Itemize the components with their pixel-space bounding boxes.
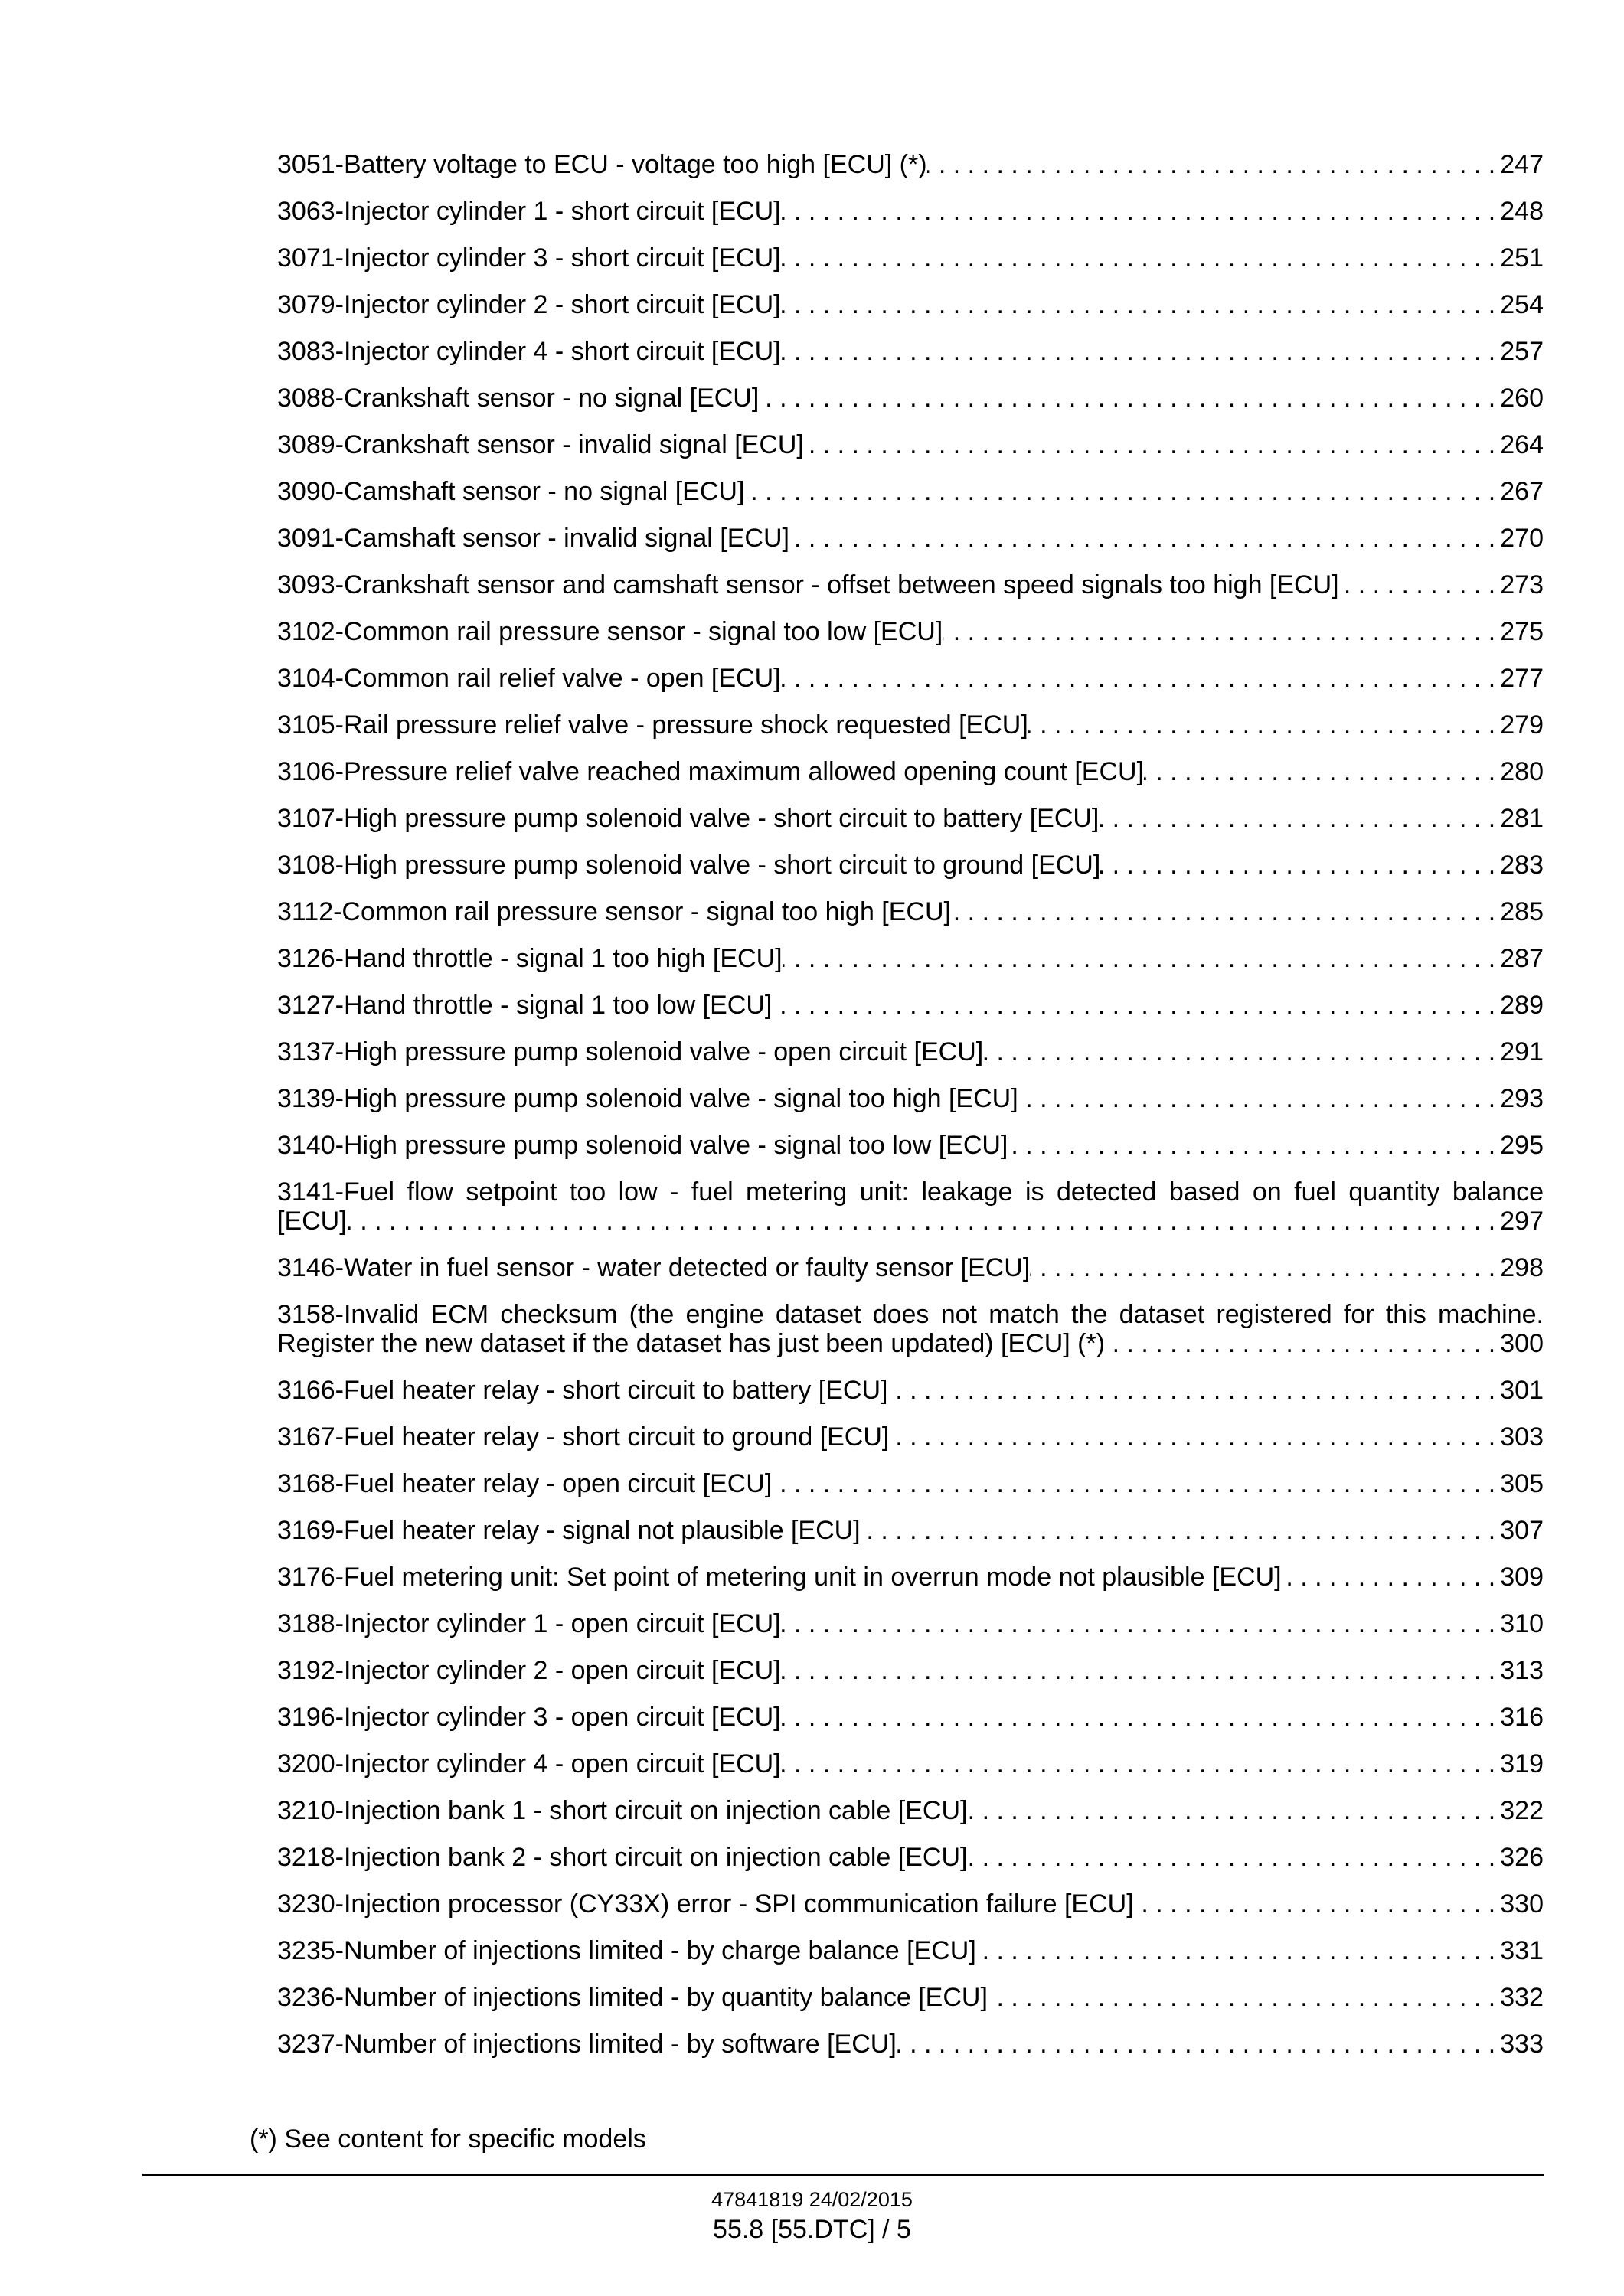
toc-entry-line (277, 1422, 1544, 1452)
toc-entry-title: 3090-Camshaft sensor - no signal [ECU] (277, 477, 745, 506)
toc-dot-leader (1018, 1084, 1501, 1113)
toc-entry-title: 3107-High pressure pump solenoid valve - short circuit to battery [ECU] (277, 804, 1100, 833)
toc-entry[interactable] (277, 1376, 1544, 1405)
toc-dot-leader (804, 430, 1500, 459)
toc-entry[interactable] (277, 1131, 1544, 1160)
toc-entry-line (277, 524, 1544, 553)
toc-entry-page-number: 298 (1500, 1253, 1544, 1282)
toc-entry-page-number: 281 (1500, 804, 1544, 833)
toc-entry-page-number: 257 (1500, 337, 1544, 366)
toc-entry-line (277, 1131, 1544, 1160)
toc-entry-title: 3105-Rail pressure relief valve - pressure shock requested [ECU] (277, 710, 1028, 740)
toc-entry-line (277, 710, 1544, 740)
toc-entry-page-number: 322 (1500, 1796, 1544, 1825)
toc-dot-leader (783, 944, 1501, 973)
toc-dot-leader (1134, 1889, 1501, 1919)
toc-entry-line (277, 804, 1544, 833)
toc-entry[interactable] (277, 384, 1544, 413)
toc-entry-page-number: 316 (1500, 1703, 1544, 1732)
toc-entry-title: 3196-Injector cylinder 3 - open circuit [ECU] (277, 1703, 781, 1732)
toc-entry-line (277, 1329, 1544, 1358)
toc-entry-page-number: 331 (1500, 1936, 1544, 1965)
toc-entry-line (277, 1516, 1544, 1545)
toc-entry-page-number: 309 (1500, 1563, 1544, 1592)
footnote: (*) See content for specific models (250, 2125, 646, 2154)
toc-entry-line (277, 991, 1544, 1020)
toc-entry-line (277, 1469, 1544, 1498)
toc-dot-leader (781, 243, 1501, 273)
toc-entry-title: 3063-Injector cylinder 1 - short circuit [ECU] (277, 197, 781, 226)
toc-entry-title: 3127-Hand throttle - signal 1 too low [ECU] (277, 991, 773, 1020)
toc-entry-page-number: 332 (1500, 1983, 1544, 2012)
toc-entry[interactable] (277, 524, 1544, 553)
toc-entry-title: 3104-Common rail relief valve - open [ECU] (277, 664, 781, 693)
toc-dot-leader (772, 1469, 1500, 1498)
toc-entry-page-number: 310 (1500, 1609, 1544, 1638)
toc-entry[interactable] (277, 1084, 1544, 1113)
toc-entry-page-number: 260 (1500, 384, 1544, 413)
toc-entry-line (277, 1609, 1544, 1638)
toc-entry[interactable] (277, 570, 1544, 599)
toc-entry[interactable] (277, 2030, 1544, 2059)
toc-dot-leader (781, 197, 1501, 226)
toc-entry-line (277, 664, 1544, 693)
footer-divider (142, 2174, 1544, 2176)
toc-entry-page-number: 307 (1500, 1516, 1544, 1545)
toc-entry-title: 3091-Camshaft sensor - invalid signal [ECU] (277, 524, 789, 553)
toc-entry-page-number: 295 (1500, 1131, 1544, 1160)
toc-entry[interactable] (277, 430, 1544, 459)
toc-entry[interactable] (277, 477, 1544, 506)
toc-dot-leader (983, 1037, 1500, 1066)
toc-entry[interactable] (277, 1469, 1544, 1498)
toc-dot-leader (1105, 1329, 1500, 1358)
footer-page-number: 55.8 [55.DTC] / 5 (713, 2215, 911, 2244)
toc-entry-title: 3071-Injector cylinder 3 - short circuit [ECU] (277, 243, 781, 273)
toc-entry-title: 3200-Injector cylinder 4 - open circuit [ECU] (277, 1749, 781, 1778)
toc-entry-page-number: 275 (1500, 617, 1544, 646)
toc-entry-line (277, 1749, 1544, 1778)
toc-entry[interactable] (277, 1037, 1544, 1066)
toc-entry-page-number: 330 (1500, 1889, 1544, 1919)
toc-entry-title: 3146-Water in fuel sensor - water detected or faulty sensor [ECU] (277, 1253, 1031, 1282)
toc-entry-line (277, 477, 1544, 506)
toc-dot-leader (789, 524, 1500, 553)
toc-entry[interactable] (277, 290, 1544, 319)
toc-entry-line (277, 1703, 1544, 1732)
toc-entry-title: Register the new dataset if the dataset has just been updated) [ECU] (*) (277, 1329, 1106, 1358)
toc-entry-line (277, 197, 1544, 226)
toc-entry-title: 3210-Injection bank 1 - short circuit on injection cable [ECU] (277, 1796, 968, 1825)
toc-entry[interactable] (277, 991, 1544, 1020)
toc-entry-line (277, 944, 1544, 973)
toc-entry[interactable] (277, 851, 1544, 880)
toc-entry-page-number: 248 (1500, 197, 1544, 226)
toc-entry-title: 3089-Crankshaft sensor - invalid signal [ECU] (277, 430, 804, 459)
toc-dot-leader (889, 1422, 1500, 1452)
toc-dot-leader (781, 290, 1501, 319)
toc-entry[interactable] (277, 1563, 1544, 1592)
toc-entry-page-number: 313 (1500, 1656, 1544, 1685)
toc-entry-page-number: 303 (1500, 1422, 1544, 1452)
toc-dot-leader (967, 1796, 1500, 1825)
toc-entry-page-number: 287 (1500, 944, 1544, 973)
toc-entry-line (277, 1983, 1544, 2012)
toc-entry-line (277, 1376, 1544, 1405)
toc-entry-title-first-line: 3141-Fuel flow setpoint too low - fuel metering unit: leakage is detected based on fuel quantity balance (277, 1177, 1544, 1207)
toc-entry-line (277, 897, 1544, 926)
toc-entry-line (277, 1843, 1544, 1872)
toc-dot-leader (988, 1983, 1500, 2012)
toc-entry-page-number: 267 (1500, 477, 1544, 506)
toc-entry[interactable] (277, 617, 1544, 646)
toc-entry-page-number: 301 (1500, 1376, 1544, 1405)
toc-dot-leader (347, 1207, 1501, 1236)
toc-entry[interactable] (277, 1516, 1544, 1545)
toc-entry-line (277, 243, 1544, 273)
toc-entry-title: 3168-Fuel heater relay - open circuit [ECU] (277, 1469, 773, 1498)
toc-entry-title: 3126-Hand throttle - signal 1 too high [ECU] (277, 944, 783, 973)
toc-entry-title: 3079-Injector cylinder 2 - short circuit [ECU] (277, 290, 781, 319)
toc-entry-page-number: 326 (1500, 1843, 1544, 1872)
toc-entry[interactable] (277, 1983, 1544, 2012)
toc-dot-leader (943, 617, 1500, 646)
toc-entry[interactable] (277, 710, 1544, 740)
toc-entry-title: 3093-Crankshaft sensor and camshaft sensor - offset between speed signals too high [ECU] (277, 570, 1339, 599)
toc-dot-leader (927, 150, 1501, 179)
toc-dot-leader (781, 1749, 1501, 1778)
toc-dot-leader (781, 664, 1501, 693)
toc-entry-line (277, 1656, 1544, 1685)
toc-entry-line (277, 1037, 1544, 1066)
toc-dot-leader (1282, 1563, 1501, 1592)
toc-dot-leader (1008, 1131, 1500, 1160)
toc-entry-page-number: 273 (1500, 570, 1544, 599)
toc-entry-title: 3235-Number of injections limited - by charge balance [ECU] (277, 1936, 976, 1965)
toc-entry-title: 3102-Common rail pressure sensor - signal too low [ECU] (277, 617, 943, 646)
toc-entry-line (277, 851, 1544, 880)
toc-entry[interactable] (277, 1889, 1544, 1919)
toc-entry-title: 3051-Battery voltage to ECU - voltage too high [ECU] (*) (277, 150, 927, 179)
toc-entry-line (277, 1207, 1544, 1236)
toc-entry[interactable] (277, 664, 1544, 693)
toc-entry-title: [ECU] (277, 1207, 347, 1236)
toc-entry-page-number: 264 (1500, 430, 1544, 459)
toc-entry-page-number: 285 (1500, 897, 1544, 926)
toc-entry-title: 3088-Crankshaft sensor - no signal [ECU] (277, 384, 760, 413)
toc-entry[interactable] (277, 1936, 1544, 1965)
toc-entry-line (277, 617, 1544, 646)
toc-entry-title-first-line: 3158-Invalid ECM checksum (the engine dataset does not match the dataset registered for this machine. (277, 1300, 1544, 1329)
toc-entry-title: 3192-Injector cylinder 2 - open circuit [ECU] (277, 1656, 781, 1685)
toc-entry-line (277, 1796, 1544, 1825)
toc-entry-page-number: 300 (1500, 1329, 1544, 1358)
toc-entry-line (277, 1253, 1544, 1282)
toc-entry[interactable] (277, 1253, 1544, 1282)
toc-entry-line (277, 384, 1544, 413)
table-of-contents (277, 150, 1544, 2076)
toc-entry-line (277, 337, 1544, 366)
toc-dot-leader (951, 897, 1500, 926)
toc-entry-page-number: 254 (1500, 290, 1544, 319)
toc-entry[interactable] (277, 1177, 1544, 1236)
toc-entry-page-number: 280 (1500, 757, 1544, 786)
toc-entry[interactable] (277, 804, 1544, 833)
toc-entry[interactable] (277, 1422, 1544, 1452)
toc-dot-leader (1144, 757, 1500, 786)
toc-entry-title: 3083-Injector cylinder 4 - short circuit [ECU] (277, 337, 781, 366)
toc-entry-line (277, 2030, 1544, 2059)
toc-dot-leader (781, 1703, 1501, 1732)
toc-dot-leader (772, 991, 1500, 1020)
toc-entry[interactable] (277, 757, 1544, 786)
toc-entry-title: 3140-High pressure pump solenoid valve - signal too low [ECU] (277, 1131, 1008, 1160)
toc-entry-line (277, 430, 1544, 459)
toc-entry-line (277, 150, 1544, 179)
toc-entry[interactable] (277, 337, 1544, 366)
toc-entry-title: 3167-Fuel heater relay - short circuit to ground [ECU] (277, 1422, 890, 1452)
toc-entry-title: 3237-Number of injections limited - by software [ECU] (277, 2030, 897, 2059)
toc-entry[interactable] (277, 150, 1544, 179)
toc-entry-page-number: 291 (1500, 1037, 1544, 1066)
toc-entry[interactable] (277, 1300, 1544, 1358)
toc-entry-page-number: 247 (1500, 150, 1544, 179)
toc-dot-leader (967, 1843, 1500, 1872)
toc-entry[interactable] (277, 897, 1544, 926)
footer-doc-id: 47841819 24/02/2015 (711, 2188, 913, 2211)
toc-entry-line (277, 1084, 1544, 1113)
toc-entry-page-number: 289 (1500, 991, 1544, 1020)
toc-entry-title: 3169-Fuel heater relay - signal not plausible [ECU] (277, 1516, 861, 1545)
toc-dot-leader (1339, 570, 1501, 599)
toc-entry-title: 3112-Common rail pressure sensor - signal too high [ECU] (277, 897, 951, 926)
toc-entry-title: 3108-High pressure pump solenoid valve - short circuit to ground [ECU] (277, 851, 1101, 880)
toc-entry-page-number: 251 (1500, 243, 1544, 273)
toc-entry[interactable] (277, 1656, 1544, 1685)
toc-entry[interactable] (277, 944, 1544, 973)
toc-entry[interactable] (277, 243, 1544, 273)
toc-dot-leader (781, 1656, 1501, 1685)
toc-dot-leader (781, 337, 1501, 366)
toc-entry[interactable] (277, 197, 1544, 226)
toc-entry-page-number: 333 (1500, 2030, 1544, 2059)
toc-entry[interactable] (277, 1843, 1544, 1872)
toc-entry-title: 3139-High pressure pump solenoid valve - signal too high [ECU] (277, 1084, 1018, 1113)
toc-entry-line (277, 1936, 1544, 1965)
toc-dot-leader (781, 1609, 1501, 1638)
toc-entry-line (277, 1889, 1544, 1919)
toc-dot-leader (976, 1936, 1500, 1965)
toc-dot-leader (897, 2030, 1501, 2059)
toc-dot-leader (1100, 851, 1500, 880)
toc-entry-page-number: 277 (1500, 664, 1544, 693)
toc-entry[interactable] (277, 1703, 1544, 1732)
toc-entry-title: 3188-Injector cylinder 1 - open circuit [ECU] (277, 1609, 781, 1638)
toc-entry-line (277, 290, 1544, 319)
toc-entry-line (277, 570, 1544, 599)
toc-entry-page-number: 297 (1500, 1207, 1544, 1236)
toc-dot-leader (1099, 804, 1500, 833)
toc-dot-leader (861, 1516, 1501, 1545)
toc-entry-page-number: 279 (1500, 710, 1544, 740)
toc-entry-title: 3166-Fuel heater relay - short circuit to battery [ECU] (277, 1376, 888, 1405)
toc-dot-leader (744, 477, 1500, 506)
toc-dot-leader (887, 1376, 1500, 1405)
toc-entry-line (277, 1563, 1544, 1592)
toc-dot-leader (759, 384, 1500, 413)
toc-entry-title: 3137-High pressure pump solenoid valve - open circuit [ECU] (277, 1037, 984, 1066)
toc-dot-leader (1028, 710, 1500, 740)
toc-entry-title: 3236-Number of injections limited - by quantity balance [ECU] (277, 1983, 988, 2012)
toc-entry-page-number: 293 (1500, 1084, 1544, 1113)
toc-dot-leader (1030, 1253, 1500, 1282)
toc-entry[interactable] (277, 1749, 1544, 1778)
toc-entry[interactable] (277, 1796, 1544, 1825)
toc-entry[interactable] (277, 1609, 1544, 1638)
toc-entry-page-number: 270 (1500, 524, 1544, 553)
toc-entry-page-number: 283 (1500, 851, 1544, 880)
toc-entry-page-number: 319 (1500, 1749, 1544, 1778)
toc-entry-title: 3176-Fuel metering unit: Set point of metering unit in overrun mode not plausible [ECU] (277, 1563, 1282, 1592)
toc-entry-title: 3230-Injection processor (CY33X) error - SPI communication failure [ECU] (277, 1889, 1134, 1919)
toc-entry-title: 3106-Pressure relief valve reached maximum allowed opening count [ECU] (277, 757, 1145, 786)
toc-entry-line (277, 757, 1544, 786)
toc-entry-title: 3218-Injection bank 2 - short circuit on injection cable [ECU] (277, 1843, 968, 1872)
toc-entry-page-number: 305 (1500, 1469, 1544, 1498)
